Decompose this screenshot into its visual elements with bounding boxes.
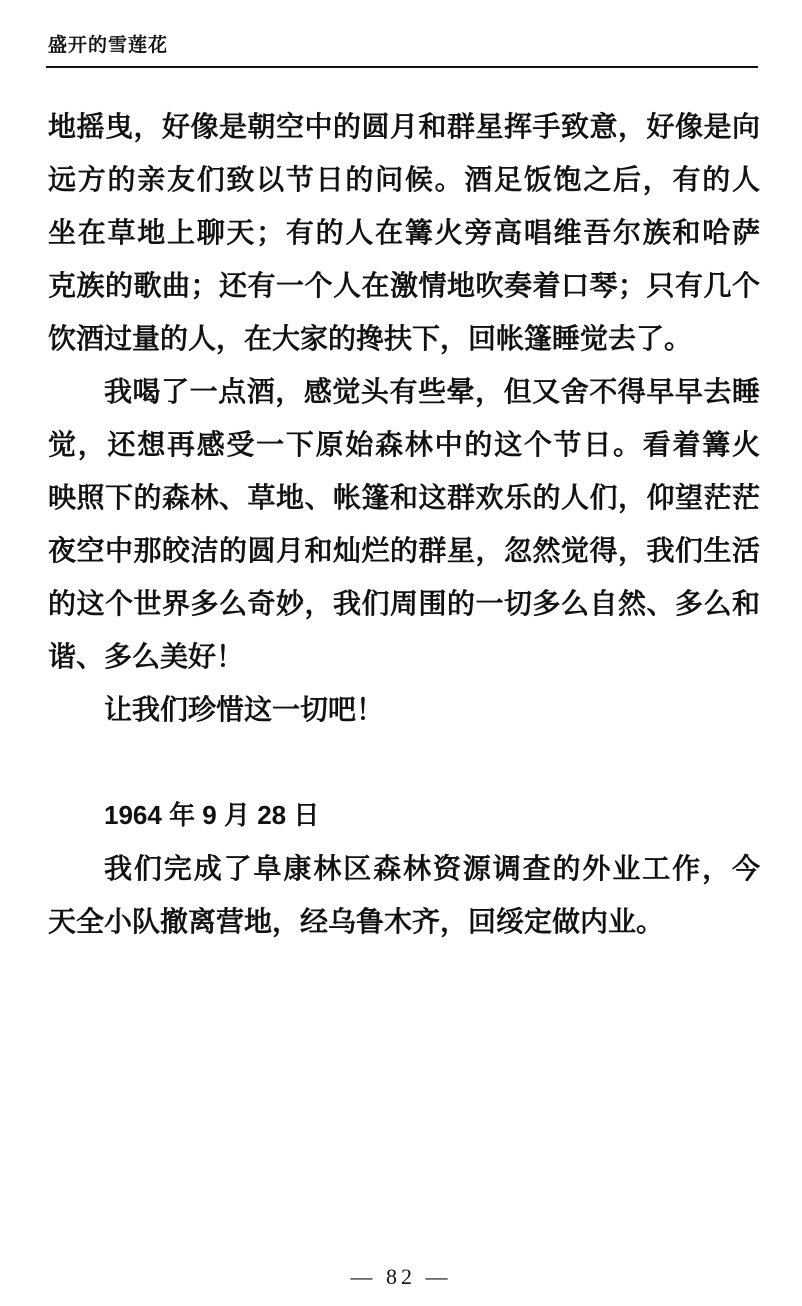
- text-line: 谐、多么美好！: [48, 640, 245, 673]
- paragraph-start-line: 我喝了一点酒，感觉头有些晕，但又舍不得早早去睡: [104, 375, 760, 408]
- text-line: 天全小队撤离营地，经乌鲁木齐，回绥定做内业。: [48, 905, 665, 938]
- body-text: [48, 100, 760, 948]
- text-line: 坐在草地上聊天；有的人在篝火旁高唱维吾尔族和哈萨: [48, 216, 760, 249]
- text-line: 的这个世界多么奇妙，我们周围的一切多么自然、多么和: [48, 587, 760, 620]
- text-line: 映照下的森林、草地、帐篷和这群欢乐的人们，仰望茫茫: [48, 481, 760, 514]
- text-line: 觉，还想再感受一下原始森林中的这个节日。看着篝火: [48, 428, 760, 461]
- text-line: 饮酒过量的人，在大家的搀扶下，回帐篷睡觉去了。: [48, 322, 693, 355]
- text-line: 克族的歌曲；还有一个人在激情地吹奏着口琴；只有几个: [48, 269, 760, 302]
- text-line: 夜空中那皎洁的圆月和灿烂的群星，忽然觉得，我们生活: [48, 534, 760, 567]
- diary-date-heading: 1964 年 9 月 28 日: [104, 800, 320, 830]
- text-line: 远方的亲友们致以节日的问候。酒足饭饱之后，有的人: [48, 163, 760, 196]
- running-header-title: 盛开的雪莲花: [48, 34, 169, 56]
- blank-line: [48, 736, 760, 789]
- paragraph-start-line: 我们完成了阜康林区森林资源调查的外业工作，今: [104, 852, 760, 885]
- page-number: — 82 —: [350, 1264, 452, 1289]
- header-rule: [46, 66, 758, 68]
- paragraph-start-line: 让我们珍惜这一切吧！: [104, 693, 385, 726]
- text-line: 地摇曳，好像是朝空中的圆月和群星挥手致意，好像是向: [48, 110, 760, 143]
